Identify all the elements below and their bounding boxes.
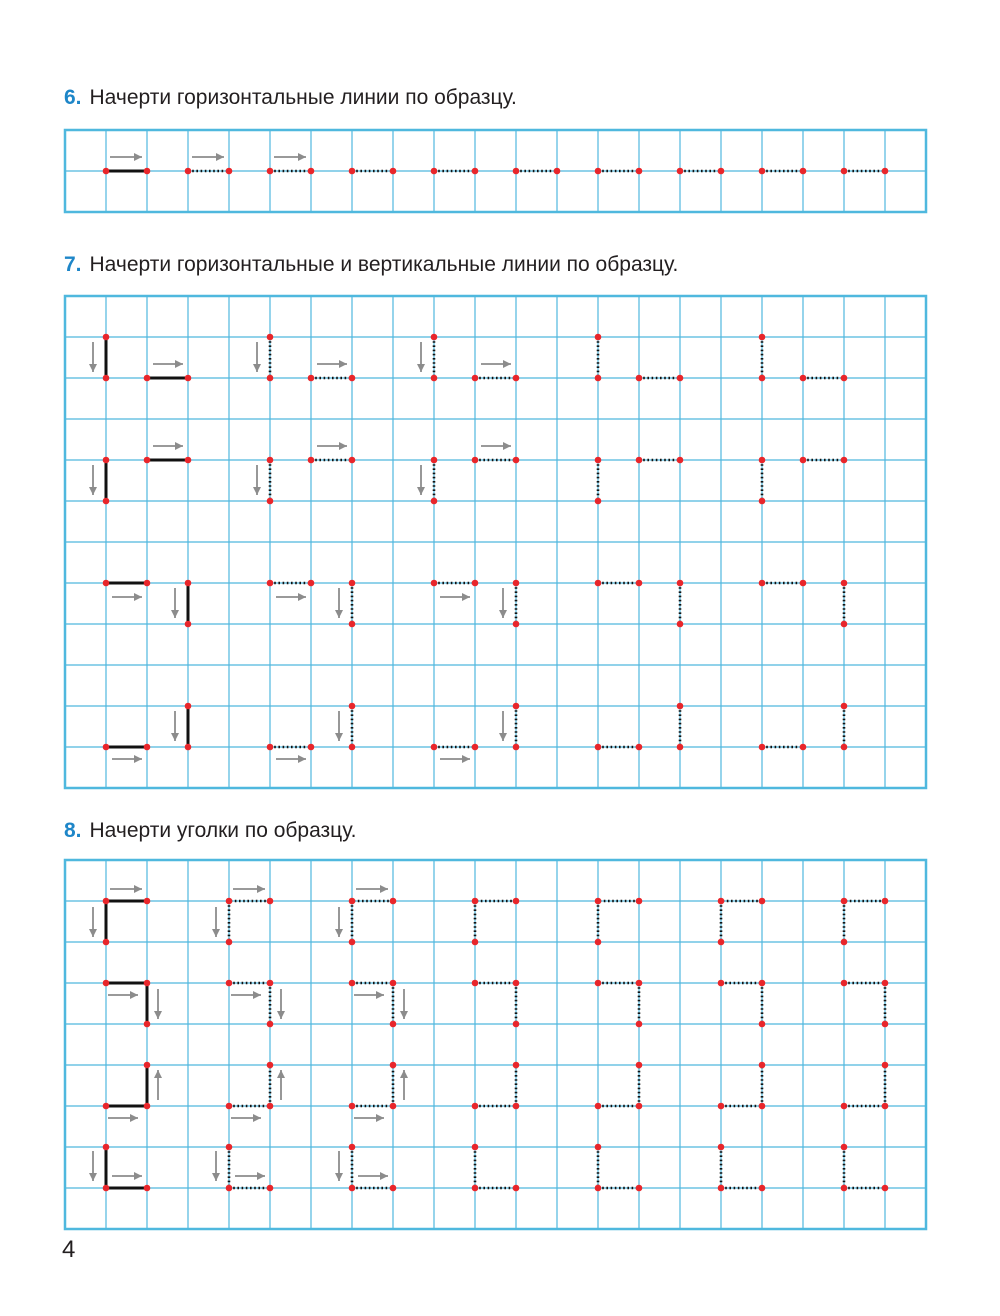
- point-dot: [759, 1185, 766, 1192]
- arrow-head: [89, 364, 97, 372]
- point-dot: [144, 1185, 151, 1192]
- point-dot: [759, 980, 766, 987]
- point-dot: [718, 898, 725, 905]
- arrow-head: [335, 1173, 343, 1181]
- task-8-number: 8.: [64, 819, 82, 842]
- point-dot: [226, 1103, 233, 1110]
- point-dot: [103, 744, 110, 751]
- point-dot: [513, 1021, 520, 1028]
- point-dot: [144, 457, 151, 464]
- arrow-head: [134, 755, 142, 763]
- point-dot: [759, 168, 766, 175]
- arrow-head: [130, 1114, 138, 1122]
- point-dot: [841, 580, 848, 587]
- point-dot: [103, 939, 110, 946]
- point-dot: [472, 1103, 479, 1110]
- point-dot: [636, 580, 643, 587]
- point-dot: [841, 744, 848, 751]
- point-dot: [677, 375, 684, 382]
- point-dot: [554, 168, 561, 175]
- point-dot: [718, 980, 725, 987]
- point-dot: [513, 621, 520, 628]
- point-dot: [185, 744, 192, 751]
- point-dot: [595, 1185, 602, 1192]
- point-dot: [595, 168, 602, 175]
- point-dot: [759, 744, 766, 751]
- point-dot: [800, 580, 807, 587]
- point-dot: [636, 898, 643, 905]
- arrow-head: [339, 442, 347, 450]
- point-dot: [595, 1103, 602, 1110]
- point-dot: [349, 621, 356, 628]
- point-dot: [882, 1185, 889, 1192]
- point-dot: [185, 703, 192, 710]
- point-dot: [144, 898, 151, 905]
- page-number: 4: [62, 1236, 76, 1263]
- point-dot: [595, 1144, 602, 1151]
- arrow-head: [277, 1070, 285, 1078]
- arrow-head: [253, 1114, 261, 1122]
- point-dot: [759, 1062, 766, 1069]
- arrow-head: [417, 487, 425, 495]
- arrow-head: [380, 1172, 388, 1180]
- point-dot: [267, 1062, 274, 1069]
- point-dot: [718, 168, 725, 175]
- point-dot: [349, 457, 356, 464]
- point-dot: [226, 939, 233, 946]
- arrow-head: [253, 991, 261, 999]
- point-dot: [636, 375, 643, 382]
- point-dot: [718, 939, 725, 946]
- point-dot: [267, 375, 274, 382]
- point-dot: [882, 168, 889, 175]
- arrow-head: [417, 364, 425, 372]
- point-dot: [513, 703, 520, 710]
- point-dot: [185, 580, 192, 587]
- point-dot: [513, 457, 520, 464]
- arrow-head: [130, 991, 138, 999]
- arrow-head: [171, 610, 179, 618]
- arrow-head: [462, 593, 470, 601]
- point-dot: [595, 980, 602, 987]
- point-dot: [513, 744, 520, 751]
- point-dot: [595, 744, 602, 751]
- arrow-head: [134, 1172, 142, 1180]
- point-dot: [677, 744, 684, 751]
- arrow-head: [134, 153, 142, 161]
- arrow-head: [134, 885, 142, 893]
- point-dot: [513, 168, 520, 175]
- arrow-head: [499, 733, 507, 741]
- point-dot: [390, 898, 397, 905]
- point-dot: [349, 375, 356, 382]
- point-dot: [308, 580, 315, 587]
- point-dot: [759, 898, 766, 905]
- point-dot: [800, 375, 807, 382]
- task8-grid-frame: [65, 860, 926, 1229]
- point-dot: [472, 939, 479, 946]
- point-dot: [349, 1144, 356, 1151]
- point-dot: [226, 980, 233, 987]
- point-dot: [144, 1103, 151, 1110]
- point-dot: [308, 375, 315, 382]
- arrow-head: [462, 755, 470, 763]
- point-dot: [636, 744, 643, 751]
- point-dot: [103, 457, 110, 464]
- point-dot: [472, 744, 479, 751]
- point-dot: [513, 580, 520, 587]
- point-dot: [308, 457, 315, 464]
- point-dot: [677, 580, 684, 587]
- point-dot: [267, 1021, 274, 1028]
- arrow-head: [499, 610, 507, 618]
- point-dot: [390, 980, 397, 987]
- point-dot: [759, 1021, 766, 1028]
- point-dot: [513, 980, 520, 987]
- point-dot: [841, 980, 848, 987]
- point-dot: [267, 898, 274, 905]
- point-dot: [636, 1062, 643, 1069]
- point-dot: [841, 375, 848, 382]
- point-dot: [841, 1185, 848, 1192]
- point-dot: [267, 1185, 274, 1192]
- point-dot: [431, 168, 438, 175]
- point-dot: [390, 1103, 397, 1110]
- point-dot: [513, 375, 520, 382]
- line-layer: [106, 171, 885, 1188]
- point-dot: [226, 168, 233, 175]
- point-dot: [841, 168, 848, 175]
- arrow-head: [298, 755, 306, 763]
- arrow-head: [376, 1114, 384, 1122]
- arrow-head: [89, 929, 97, 937]
- point-dot: [431, 334, 438, 341]
- point-dot: [349, 898, 356, 905]
- point-dot: [800, 744, 807, 751]
- task-6-text: Начерти горизонтальные линии по образцу.: [89, 86, 517, 109]
- point-dot: [349, 1185, 356, 1192]
- point-dot: [390, 168, 397, 175]
- point-dot: [349, 1103, 356, 1110]
- point-dot: [759, 334, 766, 341]
- arrow-head: [503, 442, 511, 450]
- point-dot: [513, 1103, 520, 1110]
- task-6-number: 6.: [64, 86, 82, 109]
- point-dot: [513, 1062, 520, 1069]
- point-dot: [103, 980, 110, 987]
- arrow-head: [339, 360, 347, 368]
- point-dot: [103, 375, 110, 382]
- point-dot: [431, 457, 438, 464]
- arrow-head: [400, 1070, 408, 1078]
- point-dot: [103, 1185, 110, 1192]
- point-dot: [390, 1185, 397, 1192]
- point-dot: [472, 457, 479, 464]
- point-dot: [472, 168, 479, 175]
- point-dot: [103, 168, 110, 175]
- point-dot: [841, 703, 848, 710]
- grid-layer: [65, 130, 926, 1229]
- point-dot: [718, 1103, 725, 1110]
- arrow-head: [335, 610, 343, 618]
- arrow-head: [298, 593, 306, 601]
- point-dot: [677, 703, 684, 710]
- point-dot: [718, 1144, 725, 1151]
- point-dot: [267, 498, 274, 505]
- point-dot: [103, 898, 110, 905]
- point-dot: [144, 375, 151, 382]
- point-dot: [349, 580, 356, 587]
- arrow-head: [171, 733, 179, 741]
- point-dot: [226, 898, 233, 905]
- point-dot: [349, 168, 356, 175]
- point-dot: [841, 939, 848, 946]
- point-dot: [595, 334, 602, 341]
- point-dot: [841, 1144, 848, 1151]
- point-dot: [390, 1062, 397, 1069]
- point-dot: [144, 580, 151, 587]
- arrow-head: [216, 153, 224, 161]
- point-dot: [882, 1021, 889, 1028]
- arrow-head: [175, 442, 183, 450]
- arrow-head: [298, 153, 306, 161]
- arrow-head: [257, 1172, 265, 1180]
- point-dot: [472, 980, 479, 987]
- arrow-head: [503, 360, 511, 368]
- point-dot: [882, 1062, 889, 1069]
- point-dot: [349, 744, 356, 751]
- point-dot: [267, 1103, 274, 1110]
- point-dot: [800, 168, 807, 175]
- arrow-head: [335, 733, 343, 741]
- point-dot: [800, 457, 807, 464]
- point-dot: [718, 1185, 725, 1192]
- point-dot: [636, 1103, 643, 1110]
- point-dot: [185, 621, 192, 628]
- point-dot: [226, 1144, 233, 1151]
- point-dot: [759, 580, 766, 587]
- point-dot: [144, 980, 151, 987]
- arrow-head: [253, 364, 261, 372]
- point-dot: [144, 1062, 151, 1069]
- point-dot: [349, 939, 356, 946]
- point-dot: [472, 898, 479, 905]
- point-dot: [759, 1103, 766, 1110]
- arrow-head: [89, 1173, 97, 1181]
- task-7-text: Начерти горизонтальные и вертикальные линии по образцу.: [89, 253, 679, 276]
- point-dot: [267, 744, 274, 751]
- arrow-head: [89, 487, 97, 495]
- point-dot: [472, 580, 479, 587]
- point-dot: [677, 168, 684, 175]
- point-dot: [185, 457, 192, 464]
- arrow-head: [257, 885, 265, 893]
- point-dot: [103, 334, 110, 341]
- point-dot: [103, 1144, 110, 1151]
- point-dot: [513, 1185, 520, 1192]
- point-dot: [472, 375, 479, 382]
- point-dot: [841, 457, 848, 464]
- point-dot: [390, 1021, 397, 1028]
- point-dot: [636, 1185, 643, 1192]
- arrow-head: [154, 1011, 162, 1019]
- point-dot: [759, 375, 766, 382]
- point-dot: [636, 980, 643, 987]
- point-dot: [144, 168, 151, 175]
- arrow-head: [335, 929, 343, 937]
- point-dot: [595, 375, 602, 382]
- point-dot: [226, 1185, 233, 1192]
- point-dot: [841, 1103, 848, 1110]
- dot-layer: [103, 168, 889, 1192]
- arrow-head: [380, 885, 388, 893]
- arrow-layer: [89, 153, 511, 1181]
- point-dot: [103, 498, 110, 505]
- point-dot: [636, 1021, 643, 1028]
- point-dot: [841, 621, 848, 628]
- point-dot: [759, 498, 766, 505]
- arrow-head: [400, 1011, 408, 1019]
- point-dot: [595, 498, 602, 505]
- point-dot: [677, 621, 684, 628]
- point-dot: [636, 168, 643, 175]
- point-dot: [595, 580, 602, 587]
- point-dot: [472, 1144, 479, 1151]
- point-dot: [882, 1103, 889, 1110]
- point-dot: [595, 898, 602, 905]
- point-dot: [267, 334, 274, 341]
- point-dot: [431, 375, 438, 382]
- point-dot: [882, 980, 889, 987]
- point-dot: [185, 168, 192, 175]
- point-dot: [267, 980, 274, 987]
- point-dot: [677, 457, 684, 464]
- point-dot: [308, 744, 315, 751]
- point-dot: [308, 168, 315, 175]
- point-dot: [103, 580, 110, 587]
- arrow-head: [253, 487, 261, 495]
- arrow-head: [154, 1070, 162, 1078]
- arrow-head: [277, 1011, 285, 1019]
- point-dot: [103, 1103, 110, 1110]
- arrow-head: [212, 1173, 220, 1181]
- arrow-head: [212, 929, 220, 937]
- point-dot: [841, 898, 848, 905]
- point-dot: [759, 457, 766, 464]
- point-dot: [144, 744, 151, 751]
- task-8-text: Начерти уголки по образцу.: [89, 819, 357, 842]
- point-dot: [144, 1021, 151, 1028]
- arrow-head: [376, 991, 384, 999]
- point-dot: [472, 1185, 479, 1192]
- arrow-head: [175, 360, 183, 368]
- arrow-head: [134, 593, 142, 601]
- point-dot: [431, 498, 438, 505]
- point-dot: [636, 457, 643, 464]
- point-dot: [431, 744, 438, 751]
- point-dot: [431, 580, 438, 587]
- point-dot: [267, 457, 274, 464]
- point-dot: [267, 168, 274, 175]
- task-7-number: 7.: [64, 253, 82, 276]
- point-dot: [349, 703, 356, 710]
- point-dot: [267, 580, 274, 587]
- point-dot: [185, 375, 192, 382]
- point-dot: [513, 898, 520, 905]
- point-dot: [595, 457, 602, 464]
- point-dot: [349, 980, 356, 987]
- point-dot: [882, 898, 889, 905]
- point-dot: [595, 939, 602, 946]
